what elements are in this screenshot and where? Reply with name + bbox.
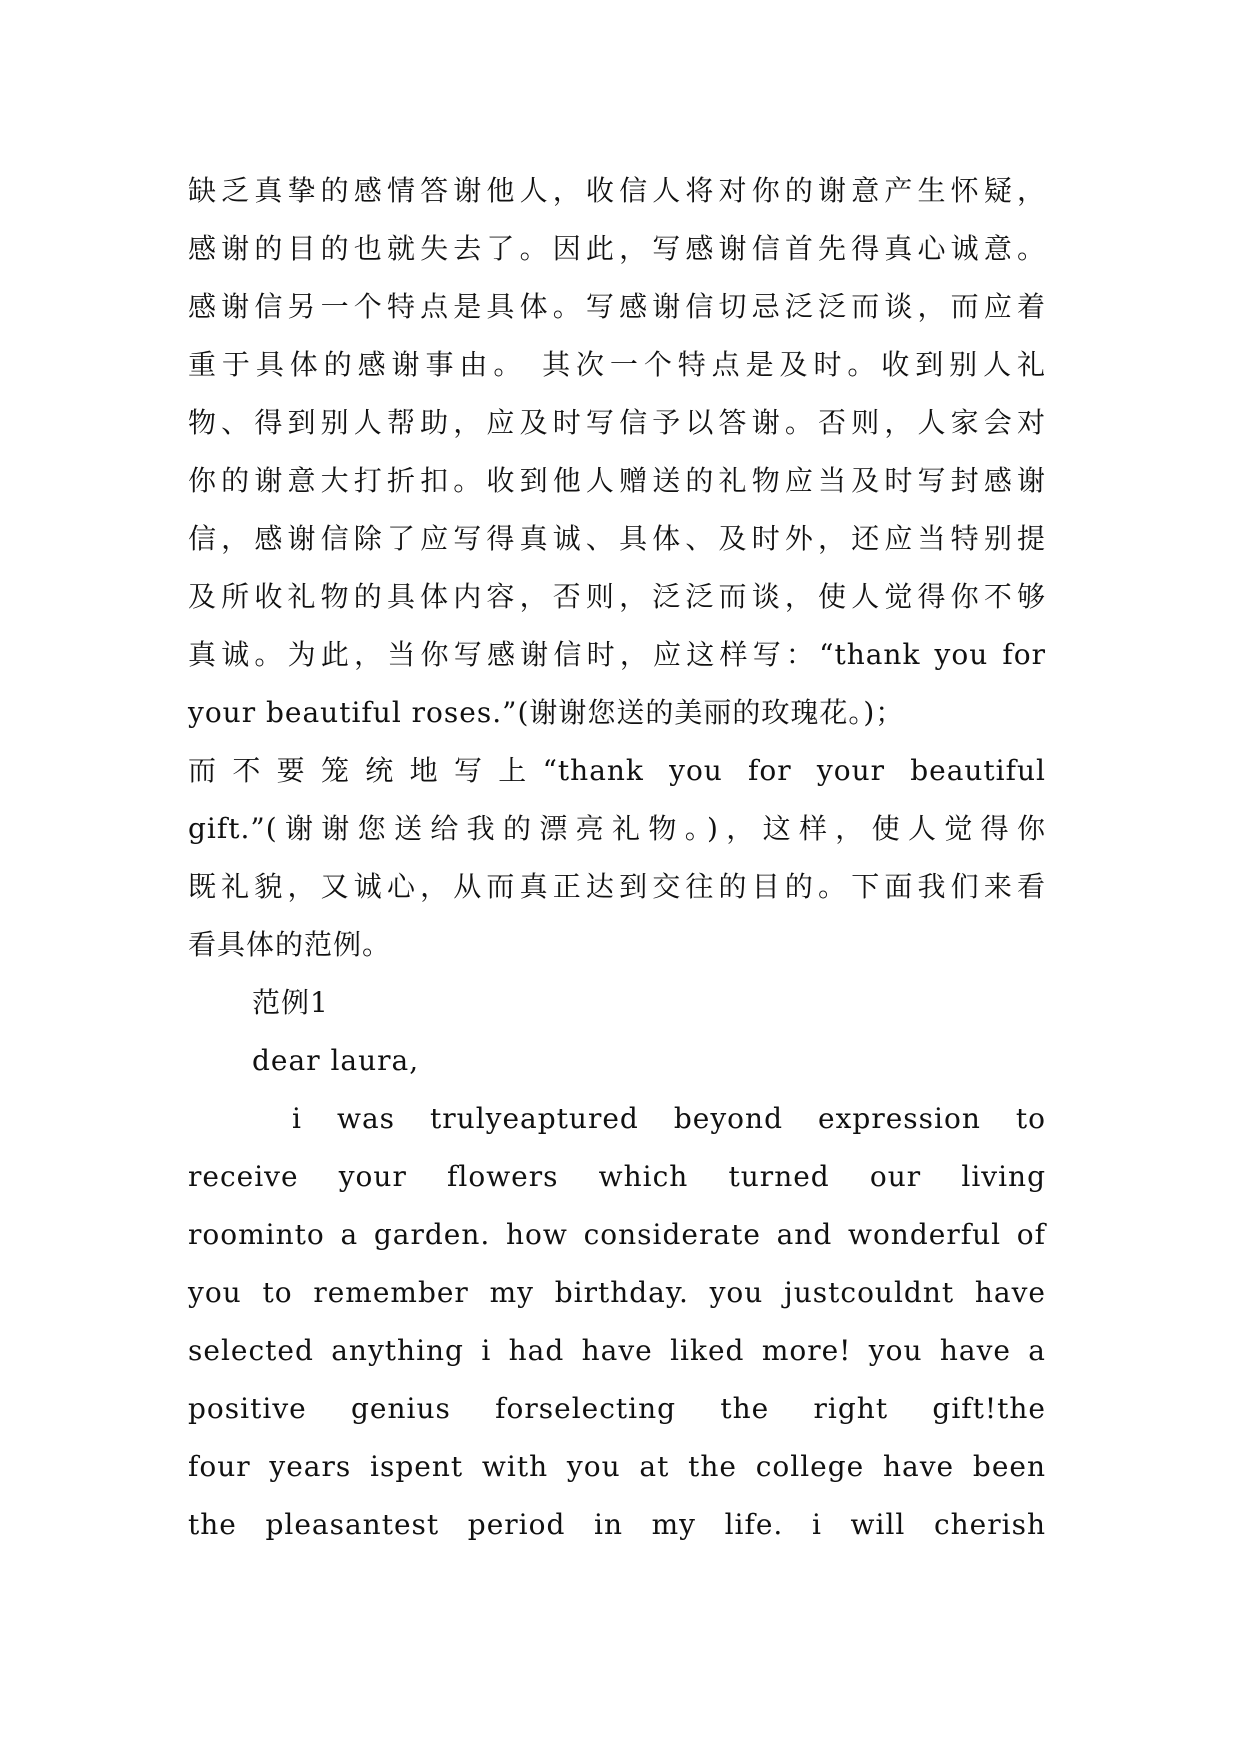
paragraph-line: gift.”(谢谢您送给我的漂亮礼物。)，这样，使人觉得你 <box>188 812 1046 845</box>
paragraph-line: 你的谢意大打折扣。收到他人赠送的礼物应当及时写封感谢 <box>188 464 1046 497</box>
letter-line: roominto a garden. how considerate and wonderful of <box>188 1218 1046 1251</box>
paragraph-line: 感谢信另一个特点是具体。写感谢信切忌泛泛而谈，而应着 <box>188 290 1046 323</box>
paragraph-line: 而不要笼统地写上“thank you for your beautiful <box>188 754 1046 787</box>
letter-line: selected anything i had have liked more! you have a <box>188 1334 1046 1367</box>
paragraph-line: 重于具体的感谢事由。 其次一个特点是及时。收到别人礼 <box>188 348 1046 381</box>
paragraph-line: 真诚。为此，当你写感谢信时，应这样写：“thank you for <box>188 638 1046 671</box>
paragraph-line: 看具体的范例。 <box>188 928 392 961</box>
paragraph-line: 物、得到别人帮助，应及时写信予以答谢。否则，人家会对 <box>188 406 1046 439</box>
letter-line: the pleasantest period in my life. i will cherish <box>188 1508 1046 1541</box>
letter-line: four years ispent with you at the college have been <box>188 1450 1046 1483</box>
letter-line: positive genius forselecting the right gift!the <box>188 1392 1046 1425</box>
paragraph-line: 缺乏真挚的感情答谢他人，收信人将对你的谢意产生怀疑， <box>188 174 1046 207</box>
paragraph-line: 感谢的目的也就失去了。因此，写感谢信首先得真心诚意。 <box>188 232 1046 265</box>
example-heading: 范例1 <box>252 986 329 1019</box>
paragraph-line: your beautiful roses.”(谢谢您送的美丽的玫瑰花。)； <box>188 696 905 729</box>
paragraph-line: 及所收礼物的具体内容，否则，泛泛而谈，使人觉得你不够 <box>188 580 1046 613</box>
letter-line: i was trulyeaptured beyond expression to <box>292 1102 1046 1135</box>
paragraph-line: 既礼貌，又诚心，从而真正达到交往的目的。下面我们来看 <box>188 870 1046 903</box>
letter-salutation: dear laura, <box>252 1044 420 1077</box>
paragraph-line: 信，感谢信除了应写得真诚、具体、及时外，还应当特别提 <box>188 522 1046 555</box>
letter-line: you to remember my birthday. you justcouldnt have <box>188 1276 1046 1309</box>
document-body <box>188 162 1046 1554</box>
letter-line: receive your flowers which turned our living <box>188 1160 1046 1193</box>
